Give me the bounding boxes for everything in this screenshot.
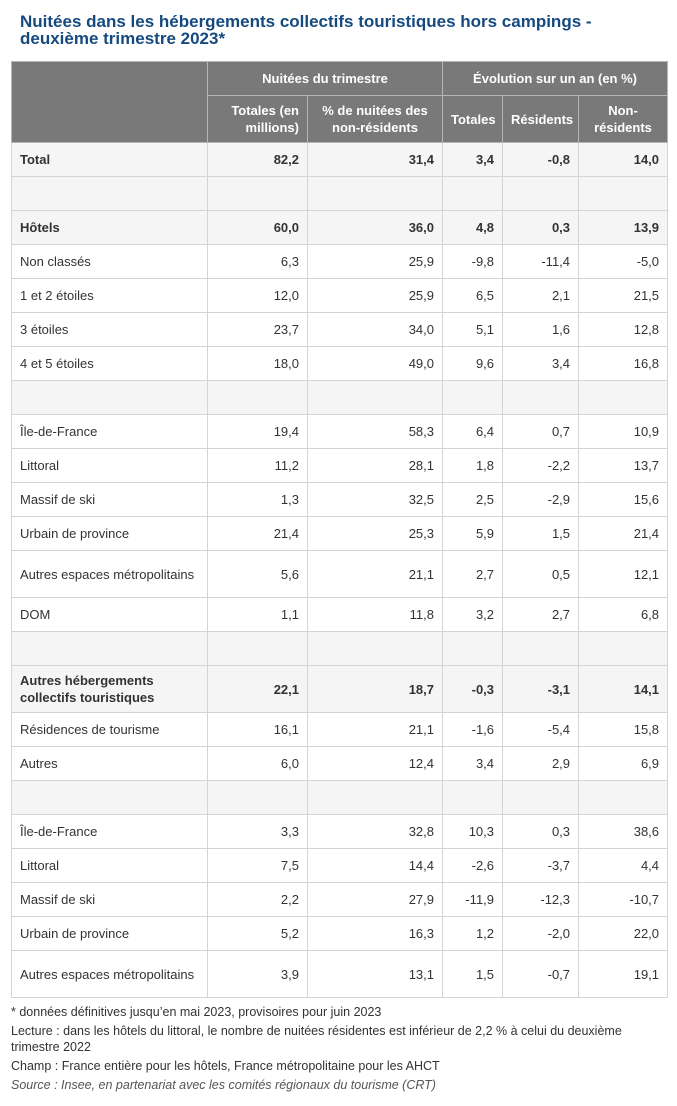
table-title: Nuitées dans les hébergements collectifs touristiques hors campings - deuxième trimestre 2023* [20, 12, 592, 48]
table-row [12, 245, 668, 279]
row-label: Autres espaces métropolitains [12, 551, 208, 598]
row-value: -12,3 [503, 883, 579, 917]
table-row [12, 917, 668, 951]
row-value: 6,9 [579, 747, 668, 781]
row-label: Total [12, 143, 208, 177]
row-value: -5,0 [579, 245, 668, 279]
row-value: 27,9 [308, 883, 443, 917]
row-value: 14,4 [308, 849, 443, 883]
row-value: 18,7 [308, 666, 443, 713]
row-label: Littoral [12, 449, 208, 483]
row-value: 2,1 [503, 279, 579, 313]
row-value: 1,6 [503, 313, 579, 347]
table-row [12, 666, 668, 713]
row-label: 3 étoiles [12, 313, 208, 347]
row-value: -0,8 [503, 143, 579, 177]
row-value: 10,3 [443, 815, 503, 849]
row-value: 5,1 [443, 313, 503, 347]
row-value: 36,0 [308, 211, 443, 245]
header-col-evol-non-residents: Non-résidents [579, 96, 668, 143]
row-value: -2,9 [503, 483, 579, 517]
row-value [208, 381, 308, 415]
table-row [12, 598, 668, 632]
lecture-note: Lecture : dans les hôtels du littoral, le nombre de nuitées résidentes est inférieur de 2,2 % à celui du deuxième trimestre 2022 [11, 1024, 622, 1054]
row-value: 1,5 [443, 951, 503, 998]
row-value: -11,9 [443, 883, 503, 917]
row-value: -11,4 [503, 245, 579, 279]
row-value: 22,0 [579, 917, 668, 951]
spacer-row [12, 177, 668, 211]
row-value: 0,5 [503, 551, 579, 598]
row-label [12, 381, 208, 415]
footnote: * données définitives jusqu’en mai 2023, provisoires pour juin 2023 [11, 1005, 382, 1019]
row-value: 23,7 [208, 313, 308, 347]
row-value: 32,5 [308, 483, 443, 517]
row-label: Autres [12, 747, 208, 781]
table-row [12, 551, 668, 598]
header-group-evolution: Évolution sur un an (en %) [443, 62, 668, 96]
row-label: Île-de-France [12, 415, 208, 449]
row-value: -0,3 [443, 666, 503, 713]
row-value: 13,1 [308, 951, 443, 998]
row-label: Hôtels [12, 211, 208, 245]
row-value: 0,3 [503, 211, 579, 245]
table-row [12, 449, 668, 483]
row-value: 6,8 [579, 598, 668, 632]
row-value [208, 781, 308, 815]
table-row [12, 415, 668, 449]
row-value: -3,1 [503, 666, 579, 713]
row-value: 2,2 [208, 883, 308, 917]
row-value: 16,3 [308, 917, 443, 951]
row-value: 22,1 [208, 666, 308, 713]
row-value: 12,4 [308, 747, 443, 781]
row-label: Autres hébergements collectifs touristiques [12, 666, 208, 713]
row-value: 58,3 [308, 415, 443, 449]
header-corner [12, 62, 208, 143]
row-value: 6,5 [443, 279, 503, 313]
row-value: 2,7 [443, 551, 503, 598]
row-value [208, 177, 308, 211]
header-col-evol-totales: Totales [443, 96, 503, 143]
table-row [12, 713, 668, 747]
row-value: 14,1 [579, 666, 668, 713]
row-value: 6,4 [443, 415, 503, 449]
row-value: 25,3 [308, 517, 443, 551]
row-value: 1,1 [208, 598, 308, 632]
row-value: 4,8 [443, 211, 503, 245]
row-label: Massif de ski [12, 883, 208, 917]
row-value: 3,9 [208, 951, 308, 998]
row-value: -2,0 [503, 917, 579, 951]
table-row [12, 747, 668, 781]
row-value: 25,9 [308, 279, 443, 313]
row-value [308, 177, 443, 211]
row-value: 1,2 [443, 917, 503, 951]
table-row [12, 849, 668, 883]
row-value: 12,8 [579, 313, 668, 347]
row-label [12, 632, 208, 666]
row-value: 0,7 [503, 415, 579, 449]
row-value: 4,4 [579, 849, 668, 883]
table-row [12, 313, 668, 347]
row-value: 25,9 [308, 245, 443, 279]
row-value: 1,3 [208, 483, 308, 517]
row-value: 7,5 [208, 849, 308, 883]
row-value [443, 177, 503, 211]
row-label: Non classés [12, 245, 208, 279]
row-label: 4 et 5 étoiles [12, 347, 208, 381]
row-value: 2,9 [503, 747, 579, 781]
row-value: 3,2 [443, 598, 503, 632]
header-col-evol-residents: Résidents [503, 96, 579, 143]
table-row [12, 883, 668, 917]
row-value: 19,1 [579, 951, 668, 998]
row-value [503, 781, 579, 815]
table-row [12, 483, 668, 517]
row-value: 19,4 [208, 415, 308, 449]
row-value: -3,7 [503, 849, 579, 883]
table-row [12, 347, 668, 381]
row-label: Urbain de province [12, 517, 208, 551]
row-value [443, 781, 503, 815]
row-value: 16,1 [208, 713, 308, 747]
row-value [208, 632, 308, 666]
source-note: Source : Insee, en partenariat avec les comités régionaux du tourisme (CRT) [11, 1078, 436, 1092]
row-value: 6,0 [208, 747, 308, 781]
row-value: 0,3 [503, 815, 579, 849]
row-label: Résidences de tourisme [12, 713, 208, 747]
row-value: 1,8 [443, 449, 503, 483]
row-value: 11,8 [308, 598, 443, 632]
row-value: 5,2 [208, 917, 308, 951]
row-value: 10,9 [579, 415, 668, 449]
table-row [12, 279, 668, 313]
row-value: 11,2 [208, 449, 308, 483]
table-body [12, 143, 668, 998]
row-label [12, 177, 208, 211]
row-value: 21,1 [308, 551, 443, 598]
row-value: -2,2 [503, 449, 579, 483]
table-row [12, 517, 668, 551]
row-value [503, 177, 579, 211]
row-value: 15,8 [579, 713, 668, 747]
row-value: 31,4 [308, 143, 443, 177]
row-value [579, 177, 668, 211]
table-notes [11, 1004, 661, 1096]
row-value: -1,6 [443, 713, 503, 747]
row-value: 3,4 [503, 347, 579, 381]
row-value: -2,6 [443, 849, 503, 883]
row-label: DOM [12, 598, 208, 632]
row-value: 9,6 [443, 347, 503, 381]
row-value [579, 632, 668, 666]
row-value: 38,6 [579, 815, 668, 849]
row-value: -9,8 [443, 245, 503, 279]
row-value: 18,0 [208, 347, 308, 381]
row-value: -10,7 [579, 883, 668, 917]
table-row [12, 951, 668, 998]
row-label: 1 et 2 étoiles [12, 279, 208, 313]
row-value [503, 632, 579, 666]
row-value: 3,3 [208, 815, 308, 849]
spacer-row [12, 632, 668, 666]
row-label: Littoral [12, 849, 208, 883]
row-value: 28,1 [308, 449, 443, 483]
row-value: 21,1 [308, 713, 443, 747]
spacer-row [12, 381, 668, 415]
row-value: 2,7 [503, 598, 579, 632]
table-row [12, 815, 668, 849]
table-row [12, 143, 668, 177]
row-label: Île-de-France [12, 815, 208, 849]
row-label: Urbain de province [12, 917, 208, 951]
row-value: 15,6 [579, 483, 668, 517]
header-col-pct-non-residents: % de nuitées des non-résidents [308, 96, 443, 143]
row-value: 3,4 [443, 747, 503, 781]
table-row [12, 211, 668, 245]
row-value [308, 781, 443, 815]
data-table [11, 61, 668, 998]
row-value [579, 381, 668, 415]
row-value [308, 632, 443, 666]
row-value: 2,5 [443, 483, 503, 517]
row-value [503, 381, 579, 415]
header-col-totales-millions: Totales (en millions) [208, 96, 308, 143]
row-value: 3,4 [443, 143, 503, 177]
row-value: 21,5 [579, 279, 668, 313]
row-value [443, 632, 503, 666]
row-value: 34,0 [308, 313, 443, 347]
row-value [443, 381, 503, 415]
row-value: 5,6 [208, 551, 308, 598]
row-value [308, 381, 443, 415]
row-value: -5,4 [503, 713, 579, 747]
row-value: 13,7 [579, 449, 668, 483]
row-value [579, 781, 668, 815]
header-row-groups [12, 62, 668, 96]
row-value: 5,9 [443, 517, 503, 551]
header-group-nuitees: Nuitées du trimestre [208, 62, 443, 96]
row-value: 1,5 [503, 517, 579, 551]
champ-note: Champ : France entière pour les hôtels, France métropolitaine pour les AHCT [11, 1059, 440, 1073]
spacer-row [12, 781, 668, 815]
row-label [12, 781, 208, 815]
row-value: 16,8 [579, 347, 668, 381]
row-value: 82,2 [208, 143, 308, 177]
row-value: 21,4 [579, 517, 668, 551]
row-value: 60,0 [208, 211, 308, 245]
row-label: Massif de ski [12, 483, 208, 517]
row-value: 6,3 [208, 245, 308, 279]
row-value: -0,7 [503, 951, 579, 998]
row-value: 12,0 [208, 279, 308, 313]
row-value: 21,4 [208, 517, 308, 551]
row-value: 13,9 [579, 211, 668, 245]
row-value: 14,0 [579, 143, 668, 177]
row-label: Autres espaces métropolitains [12, 951, 208, 998]
row-value: 49,0 [308, 347, 443, 381]
row-value: 32,8 [308, 815, 443, 849]
row-value: 12,1 [579, 551, 668, 598]
